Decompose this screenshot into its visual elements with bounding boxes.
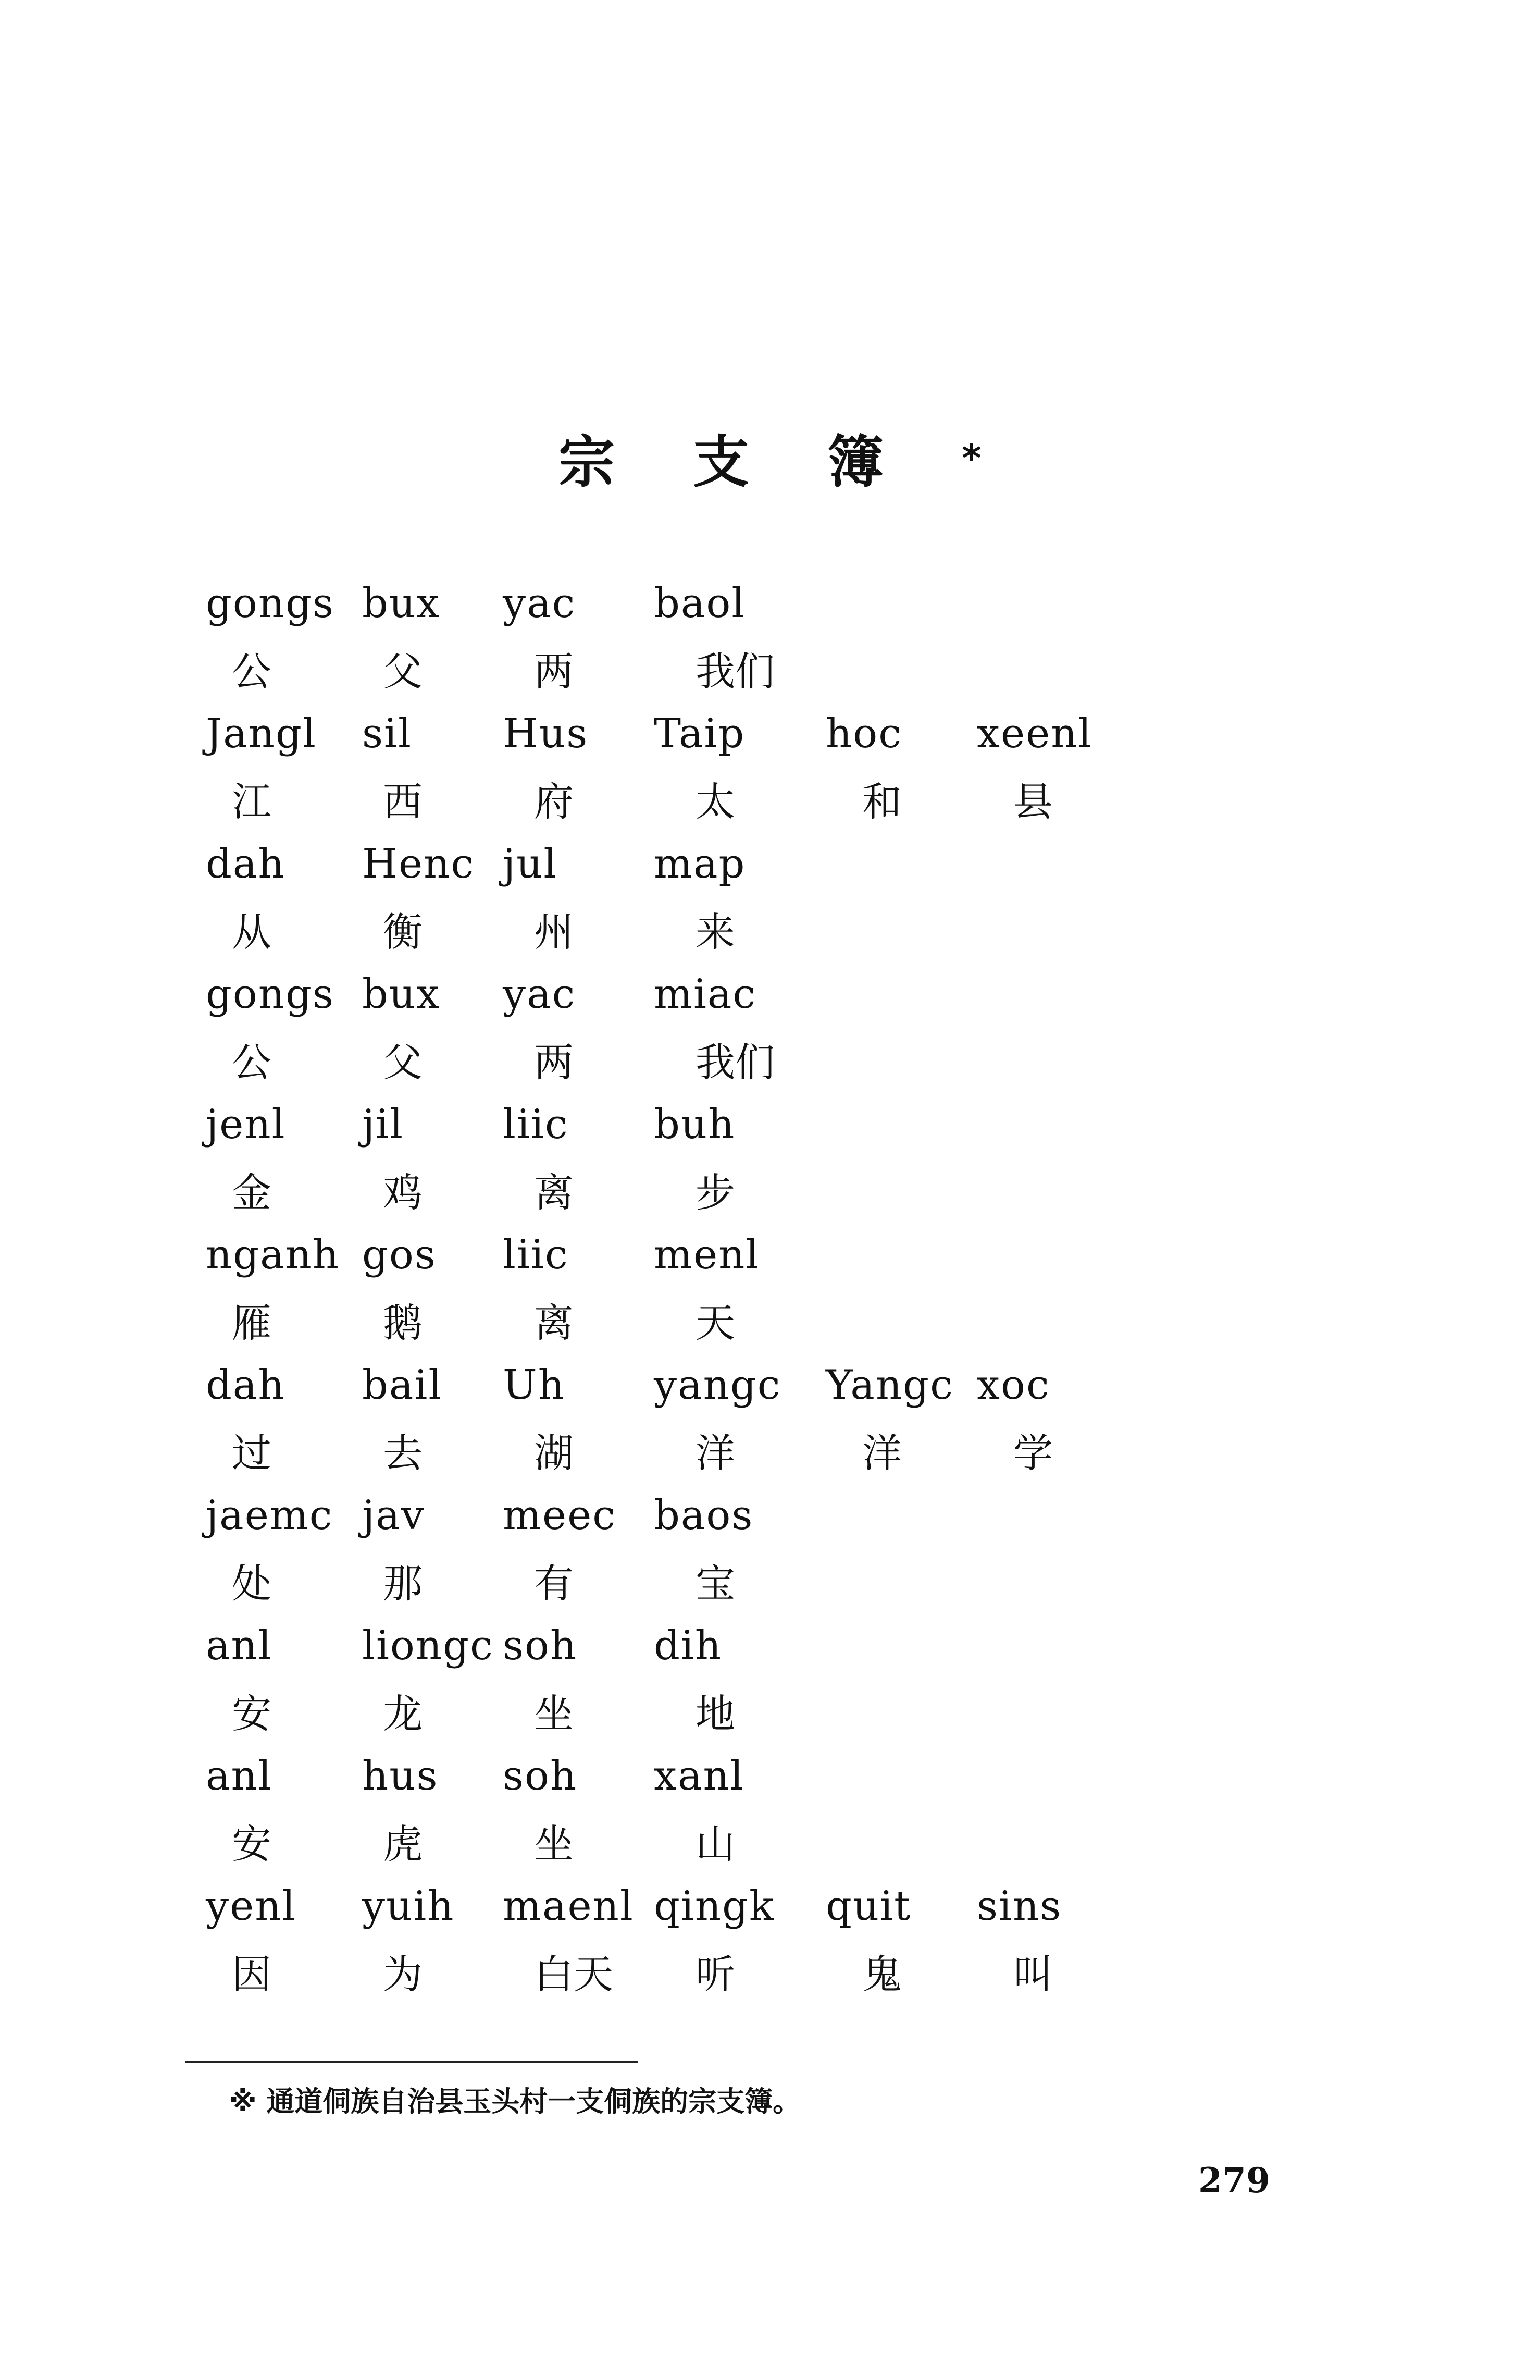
- chinese-word: 去: [383, 1430, 423, 1476]
- chinese-word: 我们: [696, 1039, 775, 1086]
- chinese-word: 坐: [534, 1691, 574, 1737]
- footnote-rule: [185, 2061, 638, 2063]
- chinese-word: 从: [232, 909, 271, 955]
- chinese-word: 父: [383, 648, 423, 695]
- romanized-word: baol: [654, 579, 746, 627]
- romanized-word: yuih: [362, 1882, 455, 1930]
- chinese-word: 过: [232, 1430, 271, 1476]
- romanized-word: Yangc: [826, 1361, 954, 1409]
- romanized-word: nganh: [206, 1231, 340, 1278]
- chinese-gloss-line: [206, 766, 1196, 831]
- romanized-line: [206, 1873, 1196, 1939]
- romanized-line: [206, 831, 1196, 896]
- romanized-word: hus: [362, 1752, 439, 1799]
- verse-lines: [206, 571, 1196, 2004]
- chinese-word: 金: [232, 1169, 271, 1216]
- romanized-word: hoc: [826, 710, 902, 757]
- chinese-word: 两: [534, 648, 574, 695]
- chinese-word: 山: [696, 1821, 735, 1867]
- chinese-word: 安: [232, 1691, 271, 1737]
- chinese-gloss-line: [206, 1157, 1196, 1222]
- romanized-word: sil: [362, 710, 412, 757]
- chinese-word: 白天: [534, 1951, 613, 1997]
- romanized-word: miac: [654, 970, 757, 1018]
- chinese-word: 安: [232, 1821, 271, 1867]
- romanized-word: jul: [503, 840, 558, 887]
- romanized-line: [206, 571, 1196, 636]
- romanized-word: buh: [654, 1101, 736, 1148]
- page-title: [0, 417, 1540, 498]
- chinese-word: 鸡: [383, 1169, 423, 1216]
- chinese-word: 因: [232, 1951, 271, 1997]
- romanized-word: yac: [503, 579, 576, 627]
- romanized-word: Jangl: [206, 710, 317, 757]
- romanized-word: map: [654, 840, 746, 887]
- romanized-word: dah: [206, 840, 285, 887]
- chinese-word: 听: [696, 1951, 735, 1997]
- chinese-word: 鹅: [383, 1300, 423, 1346]
- chinese-word: 地: [696, 1691, 735, 1737]
- romanized-line: [206, 1222, 1196, 1287]
- romanized-word: baos: [654, 1491, 754, 1539]
- chinese-gloss-line: [206, 636, 1196, 701]
- romanized-word: xoc: [977, 1361, 1050, 1409]
- chinese-word: 学: [1013, 1430, 1053, 1476]
- chinese-word: 宝: [696, 1560, 735, 1607]
- chinese-gloss-line: [206, 1808, 1196, 1873]
- chinese-word: 虎: [383, 1821, 423, 1867]
- chinese-gloss-line: [206, 1939, 1196, 2004]
- chinese-word: 父: [383, 1039, 423, 1086]
- romanized-line: [206, 1352, 1196, 1417]
- chinese-word: 离: [534, 1169, 574, 1216]
- chinese-gloss-line: [206, 1027, 1196, 1092]
- romanized-line: [206, 1092, 1196, 1157]
- romanized-word: yenl: [206, 1882, 296, 1930]
- romanized-word: dih: [654, 1622, 723, 1669]
- chinese-word: 洋: [862, 1430, 902, 1476]
- chinese-word: 处: [232, 1560, 271, 1607]
- romanized-line: [206, 1483, 1196, 1548]
- romanized-word: jenl: [206, 1101, 286, 1148]
- chinese-word: 天: [696, 1300, 735, 1346]
- romanized-line: [206, 701, 1196, 766]
- chinese-word: 公: [232, 648, 271, 695]
- romanized-word: qingk: [654, 1882, 775, 1930]
- chinese-word: 有: [534, 1560, 574, 1607]
- romanized-word: Uh: [503, 1361, 565, 1409]
- chinese-gloss-line: [206, 896, 1196, 961]
- romanized-word: Taip: [654, 710, 746, 757]
- chinese-word: 来: [696, 909, 735, 955]
- chinese-gloss-line: [206, 1417, 1196, 1483]
- romanized-word: meec: [503, 1491, 616, 1539]
- romanized-word: jav: [362, 1491, 425, 1539]
- chinese-word: 西: [383, 779, 423, 825]
- chinese-word: 为: [383, 1951, 423, 1997]
- chinese-word: 鬼: [862, 1951, 902, 1997]
- title-text: 宗支簿: [558, 430, 962, 495]
- chinese-word: 龙: [383, 1691, 423, 1737]
- footnote: ※ 通道侗族自治县玉头村一支侗族的宗支簿。: [229, 2085, 801, 2118]
- romanized-word: liic: [503, 1231, 569, 1278]
- chinese-word: 府: [534, 779, 574, 825]
- page-number: 279: [1198, 2160, 1270, 2201]
- romanized-word: soh: [503, 1622, 578, 1669]
- romanized-word: bux: [362, 970, 441, 1018]
- chinese-word: 步: [696, 1169, 735, 1216]
- romanized-word: jil: [362, 1101, 404, 1148]
- chinese-word: 雁: [232, 1300, 271, 1346]
- romanized-word: yangc: [654, 1361, 781, 1409]
- chinese-word: 坐: [534, 1821, 574, 1867]
- romanized-word: anl: [206, 1622, 272, 1669]
- romanized-word: yac: [503, 970, 576, 1018]
- chinese-word: 我们: [696, 648, 775, 695]
- chinese-gloss-line: [206, 1548, 1196, 1613]
- romanized-word: liic: [503, 1101, 569, 1148]
- romanized-word: Hus: [503, 710, 589, 757]
- chinese-word: 两: [534, 1039, 574, 1086]
- romanized-word: gongs: [206, 579, 335, 627]
- romanized-line: [206, 1613, 1196, 1678]
- romanized-word: gongs: [206, 970, 335, 1018]
- chinese-word: 湖: [534, 1430, 574, 1476]
- chinese-word: 离: [534, 1300, 574, 1346]
- romanized-line: [206, 1743, 1196, 1808]
- romanized-word: Henc: [362, 840, 475, 887]
- chinese-gloss-line: [206, 1287, 1196, 1352]
- romanized-word: xeenl: [977, 710, 1092, 757]
- romanized-word: gos: [362, 1231, 437, 1278]
- romanized-word: soh: [503, 1752, 578, 1799]
- chinese-word: 太: [696, 779, 735, 825]
- romanized-line: [206, 961, 1196, 1027]
- title-footnote-mark: *: [962, 436, 982, 480]
- romanized-word: anl: [206, 1752, 272, 1799]
- chinese-word: 叫: [1013, 1951, 1053, 1997]
- romanized-word: dah: [206, 1361, 285, 1409]
- romanized-word: menl: [654, 1231, 760, 1278]
- romanized-word: xanl: [654, 1752, 744, 1799]
- chinese-word: 州: [534, 909, 574, 955]
- chinese-word: 县: [1013, 779, 1053, 825]
- romanized-word: quit: [826, 1882, 912, 1930]
- romanized-word: sins: [977, 1882, 1062, 1930]
- romanized-word: jaemc: [206, 1491, 333, 1539]
- chinese-word: 公: [232, 1039, 271, 1086]
- chinese-gloss-line: [206, 1678, 1196, 1743]
- chinese-word: 洋: [696, 1430, 735, 1476]
- chinese-word: 江: [232, 779, 271, 825]
- chinese-word: 衡: [383, 909, 423, 955]
- romanized-word: bux: [362, 579, 441, 627]
- chinese-word: 和: [862, 779, 902, 825]
- romanized-word: maenl: [503, 1882, 634, 1930]
- romanized-word: liongc: [362, 1622, 494, 1669]
- chinese-word: 那: [383, 1560, 423, 1607]
- romanized-word: bail: [362, 1361, 443, 1409]
